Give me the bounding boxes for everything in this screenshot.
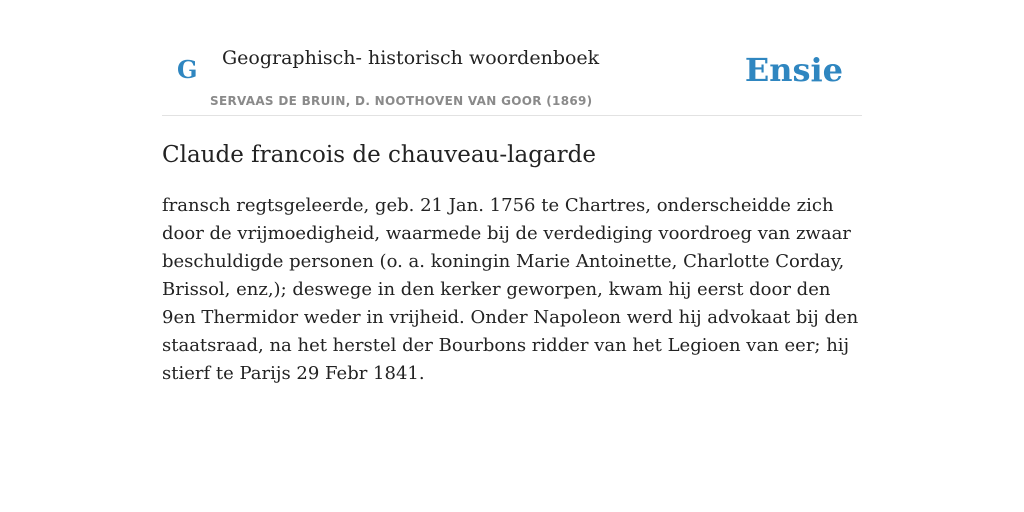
book-title-link[interactable]: Geographisch- historisch woordenboek — [222, 47, 600, 69]
entry-title: Claude francois de chauveau-lagarde — [162, 142, 596, 168]
book-authors: SERVAAS DE BRUIN, D. NOOTHOVEN VAN GOOR (1869) — [210, 94, 593, 108]
entry-body: fransch regtsgeleerde, geb. 21 Jan. 1756 te Chartres, onderscheidde zich door de vrijmoedigheid, waarmede bij de verdediging voordroeg van zwaar beschuldigde personen (o. a. koningin Marie Antoinette, Charlotte Corday, Brissol, enz,); deswege in den kerker geworpen, kwam hij eerst door den 9en Thermidor weder in vrijheid. Onder Napoleon werd hij advokaat bij den staatsraad, na het herstel der Bourbons ridder van het Legioen van eer; hij stierf te Parijs 29 Febr 1841. — [162, 195, 859, 384]
ensie-logo[interactable]: Ensie — [744, 51, 843, 89]
book-initial-icon[interactable]: G — [177, 55, 198, 84]
page-container — [162, 0, 862, 512]
source-header — [162, 0, 862, 116]
